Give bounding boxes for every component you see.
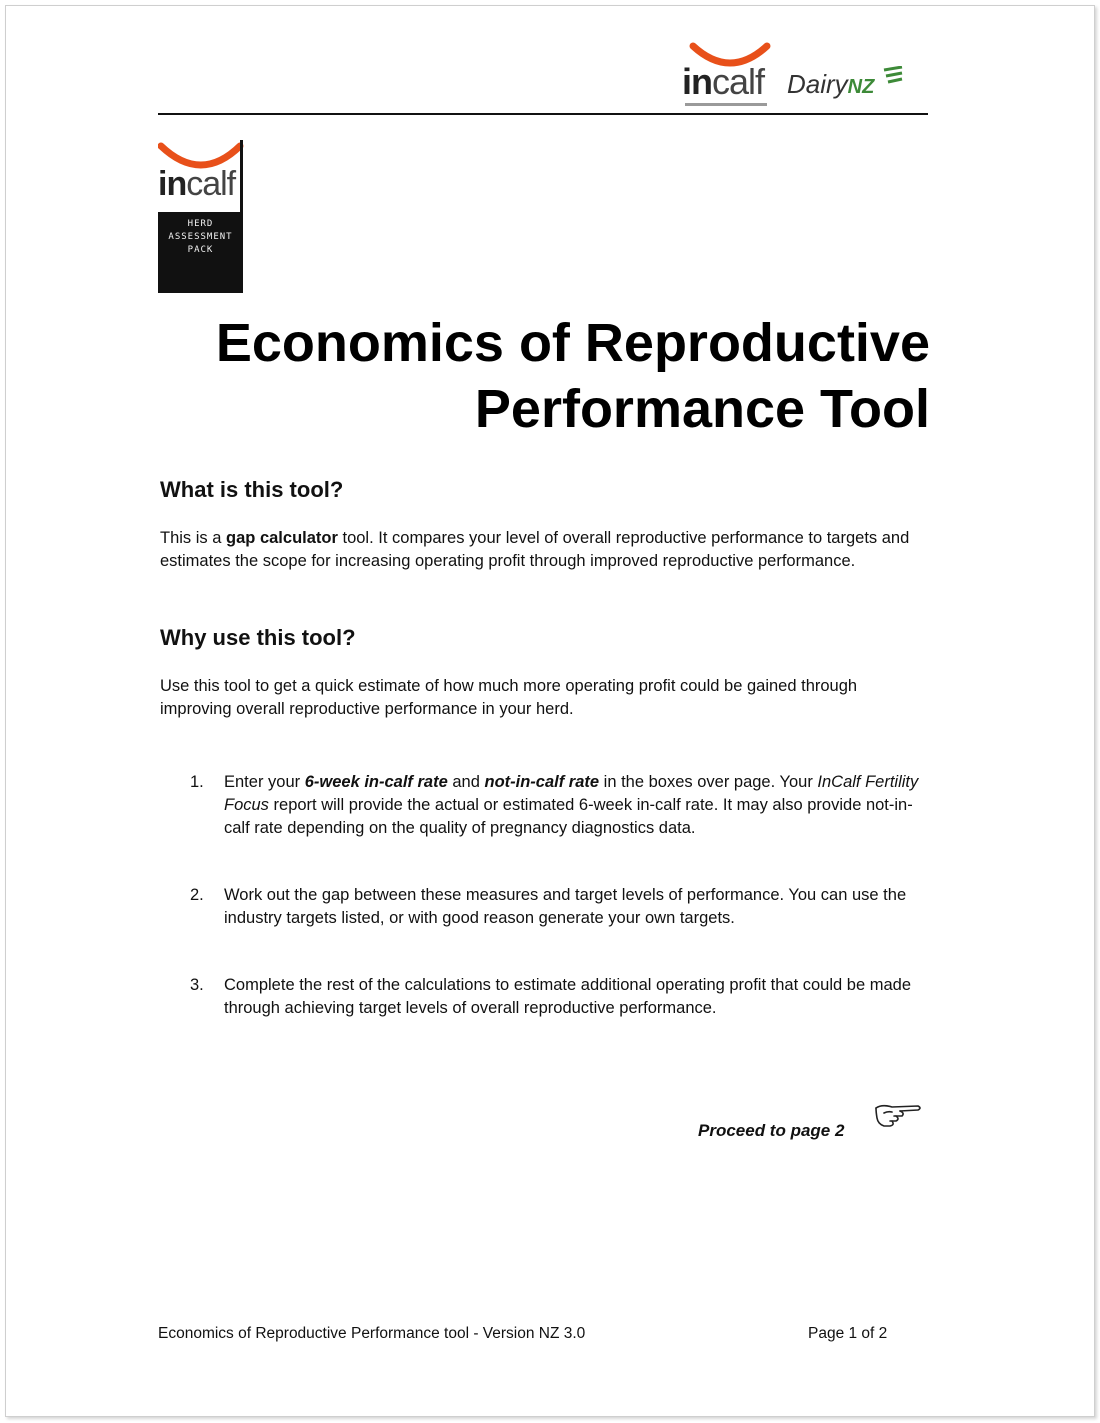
proceed-link[interactable]: Proceed to page 2 — [698, 1121, 845, 1140]
section-heading-why: Why use this tool? — [160, 625, 356, 650]
footer-document-info: Economics of Reproductive Performance tool - Version NZ 3.0 — [158, 1325, 586, 1342]
what-paragraph: This is a gap calculator tool. It compares your level of overall reproductive performance to targets and estimates the scope for increasing operating profit through improved reproductive performance. — [160, 529, 910, 570]
why-paragraph: Use this tool to get a quick estimate of how much more operating profit could be gained through improving overall reproductive performance in your herd. — [160, 677, 858, 718]
dairynz-stripes-icon — [882, 66, 904, 86]
section-heading-what: What is this tool? — [160, 477, 344, 502]
herd-assessment-badge: HERD ASSESSMENT PACK — [158, 212, 243, 293]
incalf-header-logo — [682, 40, 778, 112]
dairynz-logo: DairyNZ — [787, 69, 875, 99]
footer-page-number: Page 1 of 2 — [808, 1325, 888, 1342]
incalf-wordmark: incalf — [158, 165, 236, 203]
pointing-hand-icon — [872, 1098, 924, 1132]
incalf-wordmark: incalf — [682, 61, 765, 102]
incalf-herd-assessment-logo — [158, 140, 244, 293]
document-title: Economics of Reproductive Performance Tool — [215, 313, 930, 439]
logo-tagline — [685, 103, 767, 106]
header-rule — [158, 113, 928, 115]
